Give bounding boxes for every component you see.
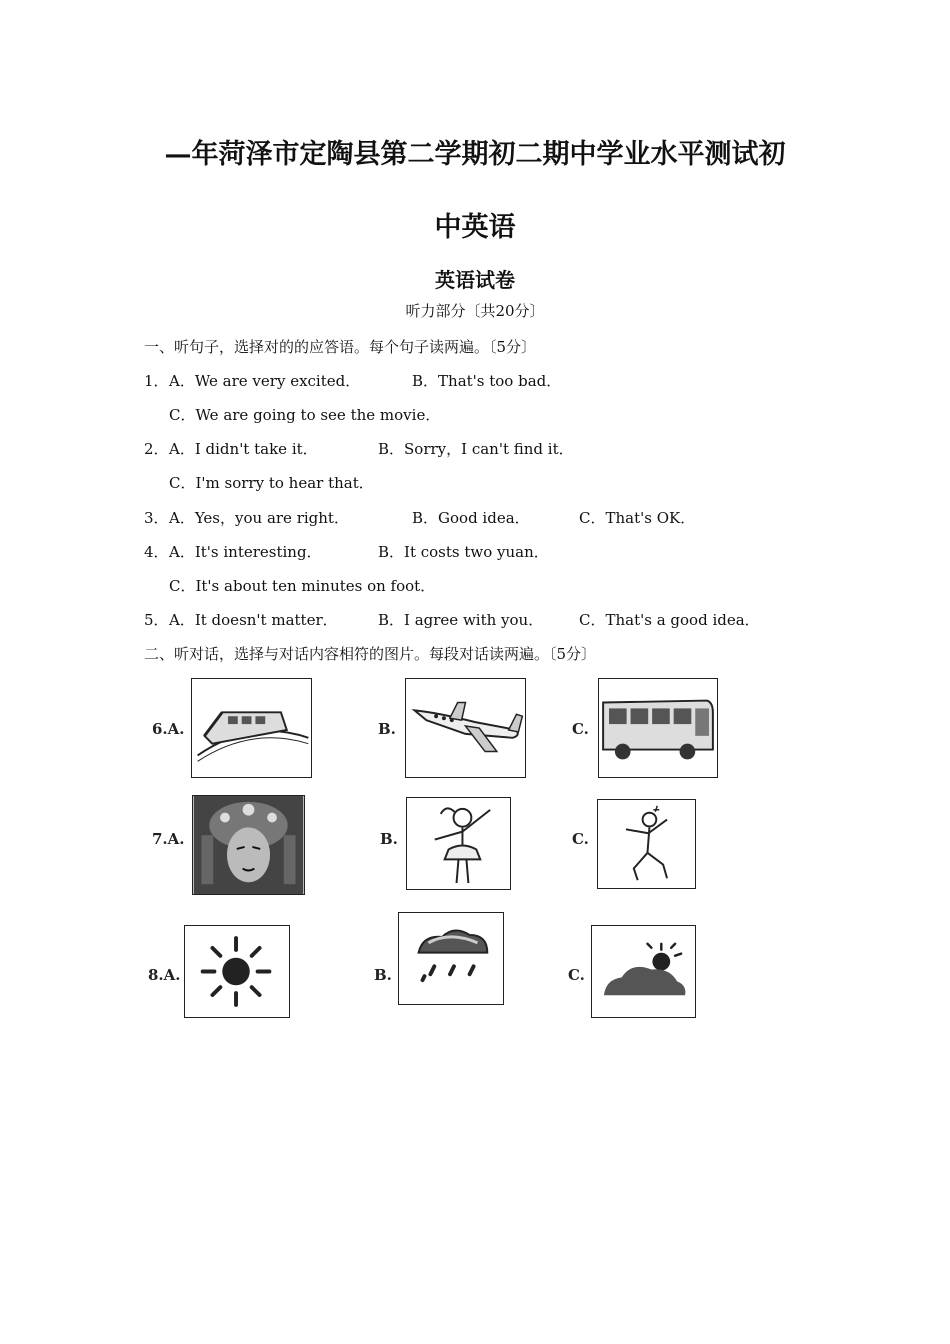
q6-label-a: 6.A. bbox=[152, 720, 185, 738]
rain-cloud-icon bbox=[399, 913, 503, 1004]
q6-picture-a[interactable] bbox=[191, 678, 312, 778]
q4-option-b: B．It costs two yuan． bbox=[378, 543, 549, 561]
train-icon bbox=[192, 679, 311, 777]
q3-option-c: C．That's OK． bbox=[579, 509, 696, 527]
q8-label-c: C. bbox=[568, 966, 585, 984]
part2-instruction: 二、听对话，选择与对话内容相符的图片。每段对话读两遍。〔5分〕 bbox=[144, 645, 597, 663]
q3-option-b: B．Good idea． bbox=[412, 509, 530, 527]
exam-subtitle: 英语试卷 bbox=[435, 268, 515, 292]
q2-option-b: B．Sorry，I can't find it． bbox=[378, 440, 574, 458]
q6-label-b: B. bbox=[378, 720, 396, 738]
q6-picture-b[interactable] bbox=[405, 678, 526, 778]
q1-option-c: C．We are going to see the movie． bbox=[169, 406, 441, 424]
sun-icon bbox=[185, 926, 289, 1017]
q2-option-c: C．I'm sorry to hear that． bbox=[169, 474, 374, 492]
exam-title-line-1: —年菏泽市定陶县第二学期初二期中学业水平测试初 bbox=[164, 139, 786, 170]
bus-icon bbox=[599, 679, 717, 777]
q5-option-c: C．That's a good idea． bbox=[579, 611, 760, 629]
part1-instruction: 一、听句子，选择对的的应答语。每个句子读两遍。〔5分〕 bbox=[144, 338, 537, 356]
exam-title-line-2: 中英语 bbox=[434, 212, 516, 243]
q5-option-a: A．It doesn't matter． bbox=[169, 611, 338, 629]
q7-picture-b[interactable] bbox=[406, 797, 511, 890]
q1-number: 1． bbox=[144, 372, 169, 390]
q2-number: 2． bbox=[144, 440, 169, 458]
q4-option-a: A．It's interesting． bbox=[169, 543, 322, 561]
q2-option-a: A．I didn't take it． bbox=[169, 440, 318, 458]
q5-option-b: B．I agree with you． bbox=[378, 611, 544, 629]
q1-option-b: B．That's too bad． bbox=[412, 372, 562, 390]
q8-picture-a[interactable] bbox=[184, 925, 290, 1018]
q1-option-a: A．We are very excited． bbox=[169, 372, 361, 390]
dancer-icon bbox=[407, 798, 510, 889]
q7-label-a: 7.A. bbox=[152, 830, 185, 848]
q5-number: 5． bbox=[144, 611, 169, 629]
q6-picture-c[interactable] bbox=[598, 678, 718, 778]
q7-label-b: B. bbox=[380, 830, 398, 848]
q7-label-c: C. bbox=[572, 830, 589, 848]
opera-face-icon bbox=[193, 796, 304, 894]
skater-icon bbox=[598, 800, 695, 888]
q7-picture-c[interactable] bbox=[597, 799, 696, 889]
q8-picture-c[interactable] bbox=[591, 925, 696, 1018]
q3-option-a: A．Yes，you are right． bbox=[169, 509, 349, 527]
airplane-icon bbox=[406, 679, 525, 777]
q8-label-a: 8.A. bbox=[148, 966, 181, 984]
q4-number: 4． bbox=[144, 543, 169, 561]
q8-picture-b[interactable] bbox=[398, 912, 504, 1005]
listening-header: 听力部分〔共20分〕 bbox=[405, 302, 545, 320]
q4-option-c: C．It's about ten minutes on foot． bbox=[169, 577, 436, 595]
q3-number: 3． bbox=[144, 509, 169, 527]
q7-picture-a[interactable] bbox=[192, 795, 305, 895]
q8-label-b: B. bbox=[374, 966, 392, 984]
q6-label-c: C. bbox=[572, 720, 589, 738]
cloudy-sun-icon bbox=[592, 926, 695, 1017]
